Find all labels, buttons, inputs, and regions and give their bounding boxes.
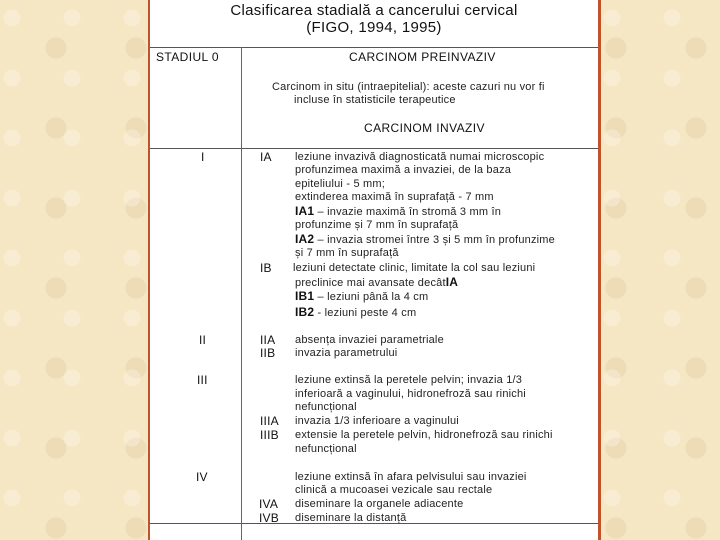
- document-title: Clasificarea stadială a cancerului cervical: [230, 2, 518, 19]
- stage-ia-line2: profunzimea maximă a invaziei, de la baza: [295, 164, 512, 176]
- preinvasive-heading: CARCINOM PREINVAZIV: [349, 50, 496, 64]
- stage-ia2-line1: – invazia stromei între 3 și 5 mm în profunzime: [317, 234, 555, 246]
- stage-0-label: STADIUL 0: [156, 50, 219, 64]
- stage-ib1-code: IB1: [295, 289, 315, 303]
- stage-ia2-line2: și 7 mm în suprafață: [295, 247, 399, 259]
- stage-iib-code: IIB: [260, 346, 276, 360]
- stage-iiib-code: IIIB: [260, 428, 279, 442]
- table-top-border: [150, 47, 598, 48]
- stage-iii-line2: inferioară a vaginului, hidronefroză sau rinichi: [295, 388, 526, 400]
- column-divider: [241, 47, 242, 540]
- stage-iva-code: IVA: [259, 497, 279, 511]
- stage-ia-line4: extinderea maximă în suprafață - 7 mm: [295, 191, 494, 203]
- stage-ib-ia-ref: IA: [445, 275, 459, 289]
- stage-iii-line3: nefuncțional: [295, 401, 357, 413]
- stage-iii-line1: leziune extinsă la peretele pelvin; invazia 1/3: [295, 374, 523, 386]
- stage-ia2-row: [295, 233, 555, 247]
- stage-ib1-row: [295, 290, 428, 304]
- stage-ivb-text: diseminare la distanță: [295, 512, 407, 524]
- stage-ib-code: IB: [260, 261, 272, 275]
- stage-ia-code: IA: [260, 150, 272, 164]
- stage-ia-line1: leziune invazivă diagnosticată numai microscopic: [295, 151, 545, 163]
- stage-ib1-text: – leziuni până la 4 cm: [317, 291, 429, 303]
- document-subtitle: (FIGO, 1994, 1995): [306, 19, 442, 36]
- stage-ia1-code: IA1: [295, 204, 315, 218]
- stage-ia2-code: IA2: [295, 232, 315, 246]
- stage-iv-line1: leziune extinsă în afara pelvisului sau invaziei: [295, 471, 527, 483]
- stage-i-label: I: [201, 150, 205, 164]
- stage-iia-text: absența invaziei parametriale: [295, 334, 444, 346]
- stage-ia1-line1: – invazie maximă în stromă 3 mm în: [317, 206, 502, 218]
- stage-iiia-code: IIIA: [260, 414, 279, 428]
- stage-iv-line2: clinică a mucoasei vezicale sau rectale: [295, 484, 493, 496]
- in-situ-text-line1: Carcinom in situ (intraepitelial): aceste cazuri nu vor fi: [272, 81, 545, 93]
- invasive-heading: CARCINOM INVAZIV: [364, 121, 485, 135]
- stage-iiia-text: invazia 1/3 inferioare a vaginului: [295, 415, 459, 427]
- stage-ia1-line2: profunzime și 7 mm în suprafață: [295, 219, 459, 231]
- stage-iib-text: invazia parametrului: [295, 347, 398, 359]
- header-bottom-border: [150, 148, 598, 149]
- stage-ii-label: II: [199, 333, 207, 347]
- stage-iiib-line1: extensie la peretele pelvin, hidronefroză sau rinichi: [295, 429, 553, 441]
- staging-table-sheet: [148, 0, 601, 540]
- in-situ-text-line2: incluse în statisticile terapeutice: [294, 94, 456, 106]
- stage-ib2-row: [295, 306, 416, 320]
- stage-iv-label: IV: [196, 470, 208, 484]
- stage-iia-code: IIA: [260, 333, 276, 347]
- stage-iiib-line2: nefuncțional: [295, 443, 357, 455]
- stage-ib-row2: [295, 276, 458, 290]
- stage-ia1-row: [295, 205, 501, 219]
- stage-ib-line1: leziuni detectate clinic, limitate la col sau leziuni: [293, 262, 536, 274]
- stage-iva-text: diseminare la organele adiacente: [295, 498, 464, 510]
- stage-ivb-code: IVB: [259, 511, 279, 525]
- stage-iii-label: III: [197, 373, 208, 387]
- stage-ia-line3: epiteliului - 5 mm;: [295, 178, 385, 190]
- stage-ib2-code: IB2: [295, 305, 315, 319]
- stage-ib-line2: preclinice mai avansate decât: [295, 277, 446, 289]
- stage-ib2-text: - leziuni peste 4 cm: [317, 307, 417, 319]
